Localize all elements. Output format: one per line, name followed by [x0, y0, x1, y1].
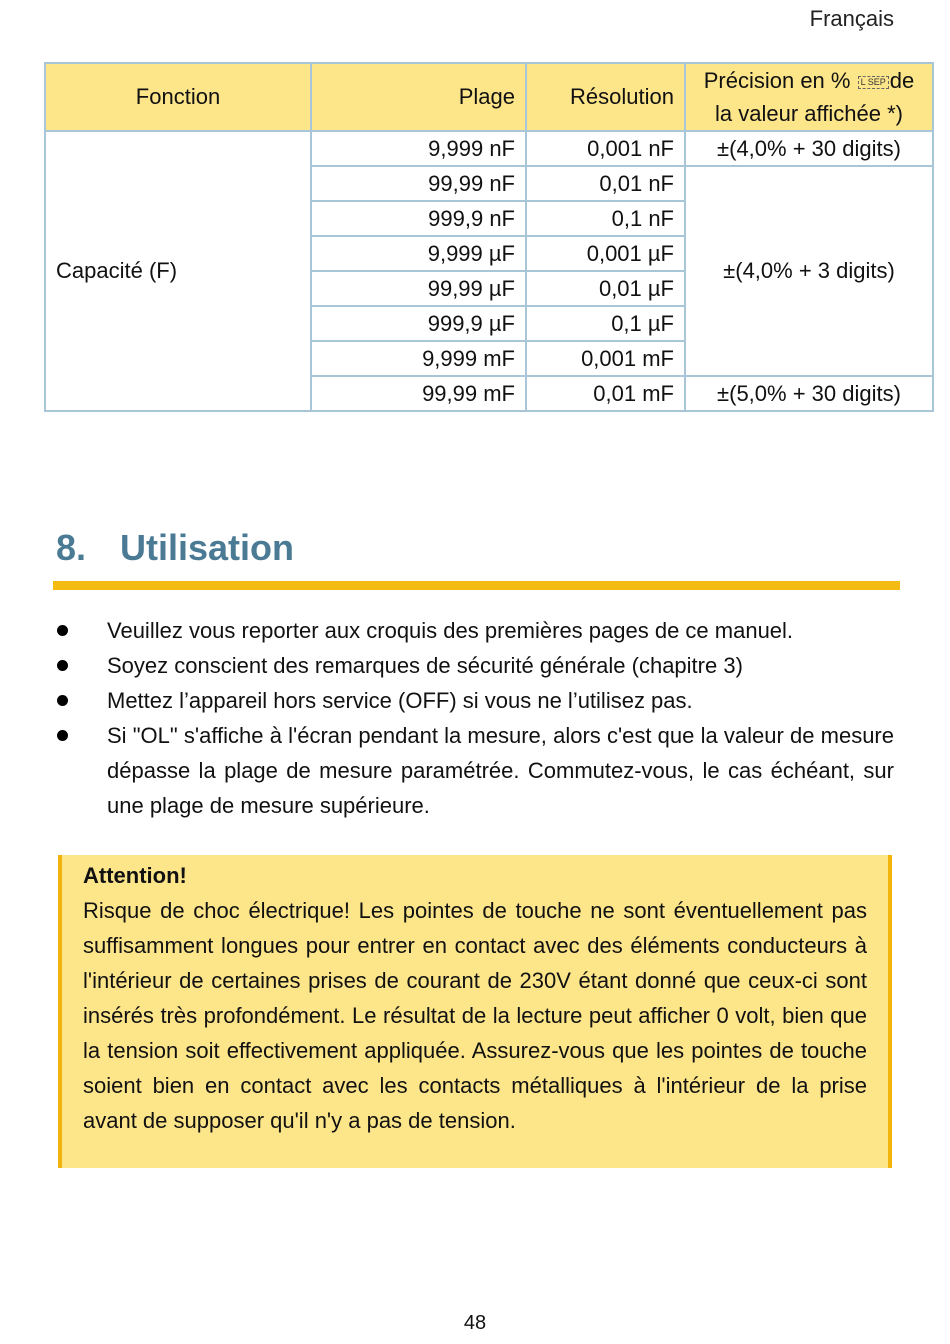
header-precision [685, 63, 933, 131]
plage-cell: 9,999 nF [311, 131, 526, 166]
plage-cell: 9,999 µF [311, 236, 526, 271]
list-item [56, 683, 894, 718]
header-resolution: Résolution [526, 63, 685, 131]
resolution-cell: 0,01 nF [526, 166, 685, 201]
capacitance-spec-table [44, 62, 934, 412]
table-row [45, 131, 933, 166]
list-item [56, 613, 894, 648]
table-header-row [45, 63, 933, 131]
separator-glyph-icon: L SEP [858, 76, 889, 89]
bullet-icon [57, 625, 68, 636]
precision-cell: ±(5,0% + 30 digits) [685, 376, 933, 411]
section-underline [53, 581, 900, 590]
list-item [56, 718, 894, 823]
page-number: 48 [463, 1312, 487, 1334]
plage-cell: 99,99 µF [311, 271, 526, 306]
resolution-cell: 0,1 µF [526, 306, 685, 341]
bullet-icon [57, 730, 68, 741]
list-item-text: Mettez l’appareil hors service (OFF) si vous ne l’utilisez pas. [107, 688, 693, 713]
instruction-list [56, 613, 894, 823]
resolution-cell: 0,001 mF [526, 341, 685, 376]
section-title: Utilisation [120, 527, 295, 568]
section-heading [56, 527, 294, 569]
plage-cell: 9,999 mF [311, 341, 526, 376]
plage-cell: 99,99 mF [311, 376, 526, 411]
resolution-cell: 0,001 µF [526, 236, 685, 271]
list-item-text: Soyez conscient des remarques de sécurité générale (chapitre 3) [107, 653, 743, 678]
list-item [56, 648, 894, 683]
resolution-cell: 0,01 mF [526, 376, 685, 411]
header-precision-part2: de [889, 68, 915, 93]
resolution-cell: 0,1 nF [526, 201, 685, 236]
plage-cell: 99,99 nF [311, 166, 526, 201]
warning-title: Attention! [83, 863, 187, 888]
header-precision-part1: Précision en % [703, 68, 851, 93]
plage-cell: 999,9 µF [311, 306, 526, 341]
resolution-cell: 0,001 nF [526, 131, 685, 166]
plage-cell: 999,9 nF [311, 201, 526, 236]
list-item-text: Si "OL" s'affiche à l'écran pendant la mesure, alors c'est que la valeur de mesure dépasse la plage de mesure paramétrée. Commutez-vous, le cas échéant, sur une plage de mesure supérieure. [107, 723, 894, 818]
precision-cell: ±(4,0% + 30 digits) [685, 131, 933, 166]
function-cell: Capacité (F) [45, 131, 311, 411]
header-fonction: Fonction [45, 63, 311, 131]
precision-cell: ±(4,0% + 3 digits) [685, 166, 933, 376]
warning-body: Risque de choc électrique! Les pointes de touche ne sont éventuellement pas suffisamment longues pour entrer en contact avec des éléments conducteurs à l'intérieur de certaines prises de courant de 230V étant donné que ceux-ci sont insérés très profondément. Le résultat de la lecture peut afficher 0 volt, bien que la tension soit effectivement appliquée. Assurez-vous que les pointes de touche soient bien en contact avec les contacts métalliques à l'intérieur de la prise avant de supposer qu'il n'y a pas de tension. [83, 898, 867, 1133]
language-label: Français [809, 6, 894, 31]
resolution-cell: 0,01 µF [526, 271, 685, 306]
header-plage: Plage [311, 63, 526, 131]
section-number: 8. [56, 527, 87, 568]
warning-box [58, 855, 892, 1168]
bullet-icon [57, 660, 68, 671]
list-item-text: Veuillez vous reporter aux croquis des premières pages de ce manuel. [107, 618, 794, 643]
header-precision-line2: la valeur affichée *) [715, 101, 903, 126]
bullet-icon [57, 695, 68, 706]
